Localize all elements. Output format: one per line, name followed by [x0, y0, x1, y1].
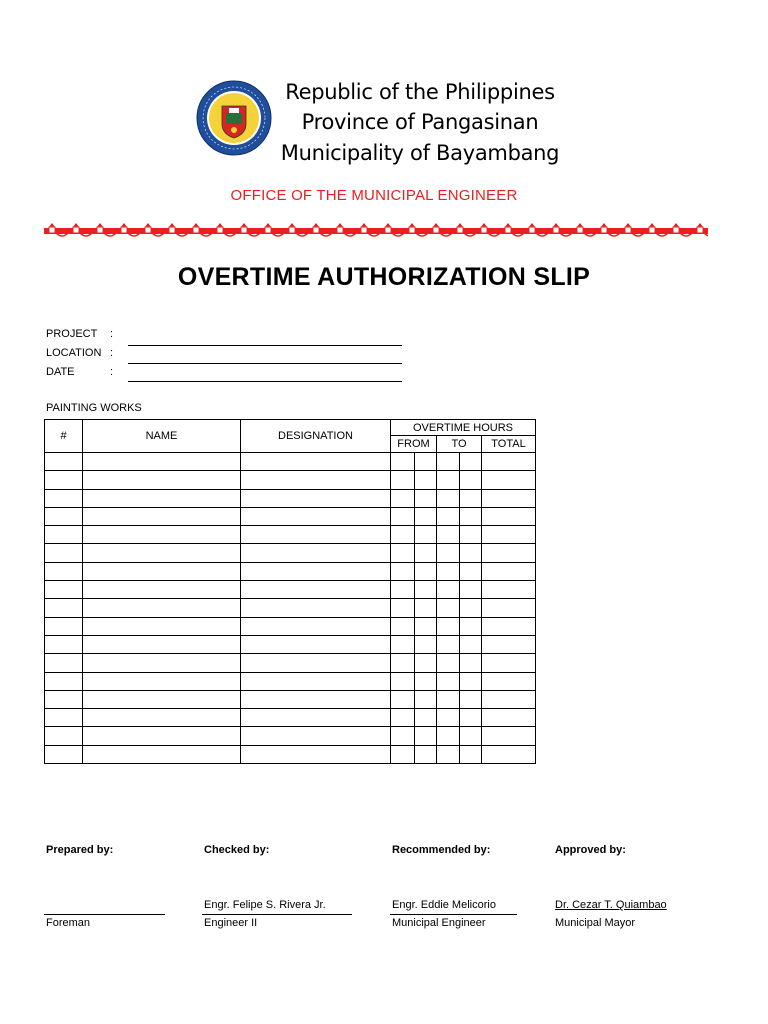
- to-hour-cell[interactable]: [437, 562, 460, 580]
- checked-by-signature-line[interactable]: [202, 914, 352, 915]
- total-cell[interactable]: [482, 635, 536, 653]
- total-cell[interactable]: [482, 690, 536, 708]
- name-cell[interactable]: [83, 635, 241, 653]
- total-cell[interactable]: [482, 654, 536, 672]
- header-total: TOTAL: [482, 436, 536, 453]
- from-minute-cell[interactable]: [415, 507, 437, 525]
- recommended-by-name: Engr. Eddie Melicorio: [392, 899, 496, 911]
- header-line-municipality: Municipality of Bayambang: [280, 141, 560, 165]
- total-cell[interactable]: [482, 599, 536, 617]
- to-hour-cell[interactable]: [437, 727, 460, 745]
- prepared-by-title: Foreman: [46, 917, 91, 929]
- number-cell[interactable]: [45, 690, 83, 708]
- to-hour-cell[interactable]: [437, 544, 460, 562]
- name-cell[interactable]: [83, 507, 241, 525]
- to-minute-cell[interactable]: [460, 654, 482, 672]
- from-hour-cell[interactable]: [391, 709, 415, 727]
- table-row: [45, 453, 536, 471]
- table-row: [45, 709, 536, 727]
- from-hour-cell[interactable]: [391, 690, 415, 708]
- designation-cell[interactable]: [241, 453, 391, 471]
- to-minute-cell[interactable]: [460, 690, 482, 708]
- from-hour-cell[interactable]: [391, 489, 415, 507]
- from-hour-cell[interactable]: [391, 526, 415, 544]
- name-cell[interactable]: [83, 489, 241, 507]
- total-cell[interactable]: [482, 581, 536, 599]
- decorative-border: [44, 219, 708, 241]
- overtime-table: [44, 419, 536, 764]
- date-label: DATE: [46, 366, 75, 378]
- recommended-by-title: Municipal Engineer: [392, 917, 486, 929]
- name-cell[interactable]: [83, 617, 241, 635]
- table-row: [45, 526, 536, 544]
- total-cell[interactable]: [482, 544, 536, 562]
- number-cell[interactable]: [45, 654, 83, 672]
- prepared-by-signature-line[interactable]: [44, 914, 165, 915]
- to-minute-cell[interactable]: [460, 727, 482, 745]
- from-hour-cell[interactable]: [391, 453, 415, 471]
- name-cell[interactable]: [83, 453, 241, 471]
- number-cell[interactable]: [45, 727, 83, 745]
- header-number: #: [45, 420, 83, 453]
- number-cell[interactable]: [45, 562, 83, 580]
- to-hour-cell[interactable]: [437, 581, 460, 599]
- from-minute-cell[interactable]: [415, 635, 437, 653]
- to-hour-cell[interactable]: [437, 599, 460, 617]
- section-label: PAINTING WORKS: [46, 402, 142, 414]
- table-row: [45, 727, 536, 745]
- checked-by-name: Engr. Felipe S. Rivera Jr.: [204, 899, 326, 911]
- from-minute-cell[interactable]: [415, 617, 437, 635]
- header-to: TO: [437, 436, 482, 453]
- to-minute-cell[interactable]: [460, 635, 482, 653]
- name-cell[interactable]: [83, 654, 241, 672]
- table-row: [45, 654, 536, 672]
- designation-cell[interactable]: [241, 544, 391, 562]
- name-cell[interactable]: [83, 709, 241, 727]
- total-cell[interactable]: [482, 453, 536, 471]
- total-cell[interactable]: [482, 727, 536, 745]
- total-cell[interactable]: [482, 745, 536, 763]
- header-overtime-hours: OVERTIME HOURS: [391, 420, 536, 436]
- number-cell[interactable]: [45, 672, 83, 690]
- name-cell[interactable]: [83, 562, 241, 580]
- to-hour-cell[interactable]: [437, 526, 460, 544]
- number-cell[interactable]: [45, 526, 83, 544]
- total-cell[interactable]: [482, 489, 536, 507]
- from-minute-cell[interactable]: [415, 599, 437, 617]
- number-cell[interactable]: [45, 745, 83, 763]
- to-minute-cell[interactable]: [460, 544, 482, 562]
- header-designation: DESIGNATION: [241, 420, 391, 453]
- table-row: [45, 635, 536, 653]
- number-cell[interactable]: [45, 635, 83, 653]
- to-minute-cell[interactable]: [460, 507, 482, 525]
- to-minute-cell[interactable]: [460, 453, 482, 471]
- approved-by-title: Municipal Mayor: [555, 917, 636, 929]
- from-minute-cell[interactable]: [415, 745, 437, 763]
- to-hour-cell[interactable]: [437, 489, 460, 507]
- designation-cell[interactable]: [241, 745, 391, 763]
- to-hour-cell[interactable]: [437, 635, 460, 653]
- table-row: [45, 471, 536, 489]
- from-hour-cell[interactable]: [391, 727, 415, 745]
- from-hour-cell[interactable]: [391, 599, 415, 617]
- total-cell[interactable]: [482, 507, 536, 525]
- number-cell[interactable]: [45, 489, 83, 507]
- designation-cell[interactable]: [241, 727, 391, 745]
- designation-cell[interactable]: [241, 690, 391, 708]
- number-cell[interactable]: [45, 599, 83, 617]
- to-hour-cell[interactable]: [437, 672, 460, 690]
- from-minute-cell[interactable]: [415, 727, 437, 745]
- location-field[interactable]: [128, 363, 402, 364]
- designation-cell[interactable]: [241, 617, 391, 635]
- from-hour-cell[interactable]: [391, 544, 415, 562]
- office-name: OFFICE OF THE MUNICIPAL ENGINEER: [230, 187, 518, 204]
- from-minute-cell[interactable]: [415, 562, 437, 580]
- to-minute-cell[interactable]: [460, 745, 482, 763]
- designation-cell[interactable]: [241, 654, 391, 672]
- approved-by-name: Dr. Cezar T. Quiambao: [555, 899, 667, 911]
- table-row: [45, 544, 536, 562]
- designation-cell[interactable]: [241, 562, 391, 580]
- project-colon: :: [110, 328, 114, 340]
- number-cell[interactable]: [45, 581, 83, 599]
- to-hour-cell[interactable]: [437, 690, 460, 708]
- from-minute-cell[interactable]: [415, 489, 437, 507]
- to-hour-cell[interactable]: [437, 745, 460, 763]
- total-cell[interactable]: [482, 562, 536, 580]
- to-minute-cell[interactable]: [460, 562, 482, 580]
- from-minute-cell[interactable]: [415, 709, 437, 727]
- municipal-seal-icon: [196, 80, 272, 156]
- designation-cell[interactable]: [241, 709, 391, 727]
- to-minute-cell[interactable]: [460, 672, 482, 690]
- date-colon: :: [110, 366, 114, 378]
- header-name: NAME: [83, 420, 241, 453]
- from-hour-cell[interactable]: [391, 745, 415, 763]
- table-row: [45, 599, 536, 617]
- from-hour-cell[interactable]: [391, 635, 415, 653]
- from-hour-cell[interactable]: [391, 672, 415, 690]
- designation-cell[interactable]: [241, 489, 391, 507]
- name-cell[interactable]: [83, 672, 241, 690]
- to-hour-cell[interactable]: [437, 471, 460, 489]
- from-minute-cell[interactable]: [415, 690, 437, 708]
- designation-cell[interactable]: [241, 471, 391, 489]
- from-hour-cell[interactable]: [391, 562, 415, 580]
- name-cell[interactable]: [83, 544, 241, 562]
- from-hour-cell[interactable]: [391, 654, 415, 672]
- from-minute-cell[interactable]: [415, 453, 437, 471]
- to-minute-cell[interactable]: [460, 617, 482, 635]
- number-cell[interactable]: [45, 453, 83, 471]
- table-row: [45, 581, 536, 599]
- recommended-by-label: Recommended by:: [392, 844, 491, 856]
- from-hour-cell[interactable]: [391, 617, 415, 635]
- location-label: LOCATION: [46, 347, 102, 359]
- from-hour-cell[interactable]: [391, 471, 415, 489]
- total-cell[interactable]: [482, 709, 536, 727]
- from-minute-cell[interactable]: [415, 581, 437, 599]
- table-row: [45, 745, 536, 763]
- document-title: OVERTIME AUTHORIZATION SLIP: [177, 263, 591, 291]
- prepared-by-label: Prepared by:: [46, 844, 114, 856]
- from-minute-cell[interactable]: [415, 672, 437, 690]
- header-line-province: Province of Pangasinan: [301, 110, 539, 134]
- name-cell[interactable]: [83, 581, 241, 599]
- checked-by-title: Engineer II: [204, 917, 258, 929]
- from-minute-cell[interactable]: [415, 471, 437, 489]
- table-row: [45, 489, 536, 507]
- table-row: [45, 617, 536, 635]
- designation-cell[interactable]: [241, 581, 391, 599]
- from-minute-cell[interactable]: [415, 544, 437, 562]
- designation-cell[interactable]: [241, 507, 391, 525]
- from-hour-cell[interactable]: [391, 507, 415, 525]
- table-row: [45, 507, 536, 525]
- to-minute-cell[interactable]: [460, 526, 482, 544]
- name-cell[interactable]: [83, 727, 241, 745]
- total-cell[interactable]: [482, 526, 536, 544]
- designation-cell[interactable]: [241, 599, 391, 617]
- checked-by-label: Checked by:: [204, 844, 270, 856]
- total-cell[interactable]: [482, 672, 536, 690]
- total-cell[interactable]: [482, 617, 536, 635]
- designation-cell[interactable]: [241, 672, 391, 690]
- name-cell[interactable]: [83, 745, 241, 763]
- table-row: [45, 562, 536, 580]
- header-line-republic: Republic of the Philippines: [285, 80, 555, 104]
- number-cell[interactable]: [45, 617, 83, 635]
- to-minute-cell[interactable]: [460, 489, 482, 507]
- number-cell[interactable]: [45, 471, 83, 489]
- approved-by-label: Approved by:: [555, 844, 626, 856]
- location-colon: :: [110, 347, 114, 359]
- from-minute-cell[interactable]: [415, 526, 437, 544]
- number-cell[interactable]: [45, 507, 83, 525]
- from-minute-cell[interactable]: [415, 654, 437, 672]
- to-minute-cell[interactable]: [460, 581, 482, 599]
- project-label: PROJECT: [46, 328, 98, 340]
- name-cell[interactable]: [83, 690, 241, 708]
- to-minute-cell[interactable]: [460, 471, 482, 489]
- name-cell[interactable]: [83, 471, 241, 489]
- number-cell[interactable]: [45, 544, 83, 562]
- to-hour-cell[interactable]: [437, 709, 460, 727]
- to-minute-cell[interactable]: [460, 709, 482, 727]
- table-row: [45, 690, 536, 708]
- to-hour-cell[interactable]: [437, 507, 460, 525]
- recommended-by-signature-line[interactable]: [390, 914, 517, 915]
- to-minute-cell[interactable]: [460, 599, 482, 617]
- total-cell[interactable]: [482, 471, 536, 489]
- table-row: [45, 672, 536, 690]
- designation-cell[interactable]: [241, 635, 391, 653]
- project-field[interactable]: [128, 345, 402, 346]
- date-field[interactable]: [128, 381, 402, 382]
- designation-cell[interactable]: [241, 526, 391, 544]
- to-hour-cell[interactable]: [437, 453, 460, 471]
- from-hour-cell[interactable]: [391, 581, 415, 599]
- to-hour-cell[interactable]: [437, 617, 460, 635]
- name-cell[interactable]: [83, 599, 241, 617]
- name-cell[interactable]: [83, 526, 241, 544]
- number-cell[interactable]: [45, 709, 83, 727]
- to-hour-cell[interactable]: [437, 654, 460, 672]
- header-from: FROM: [391, 436, 437, 453]
